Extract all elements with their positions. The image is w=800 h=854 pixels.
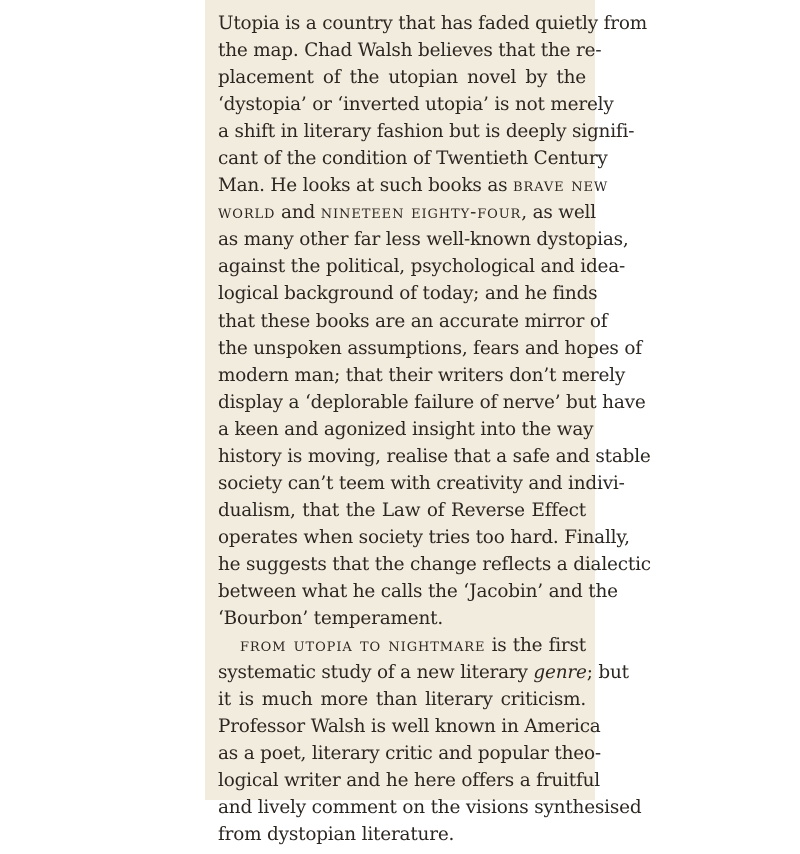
text-line: a keen and agonized insight into the way [218, 418, 594, 440]
text-line: the unspoken assumptions, fears and hopes of [218, 337, 642, 359]
book-title-brave-new-world-part1: brave new [513, 175, 609, 197]
text-line: logical background of today; and he finds [218, 283, 598, 305]
text-line: the map. Chad Walsh believes that the re- [218, 40, 602, 62]
text-line: against the political, psychological and idea- [218, 256, 626, 278]
text-run: and [275, 202, 321, 224]
text-run: , as well [521, 202, 596, 224]
text-line: history is moving, realise that a safe and stable [218, 445, 651, 467]
text-line [218, 194, 596, 224]
text-line: that these books are an accurate mirror of [218, 310, 608, 332]
book-blurb-page [205, 0, 651, 846]
text-line [218, 167, 609, 197]
text-line: and lively comment on the visions synthesised [218, 797, 642, 819]
text-line: as many other far less well-known dystopias, [218, 229, 629, 251]
text-line: modern man; that their writers don’t merely [218, 364, 626, 386]
text-line: ‘Bourbon’ temperament. [218, 608, 444, 630]
blurb-text [218, 5, 651, 846]
text-line: between what he calls the ‘Jacobin’ and the [218, 580, 618, 602]
text-line [218, 654, 629, 684]
text-line: dualism, that the Law of Reverse Effect [218, 499, 586, 521]
text-line: society can’t teem with creativity and indivi- [218, 472, 625, 494]
book-title-from-utopia-to-nightmare: from utopia to nightmare [240, 635, 486, 657]
italic-word-genre: genre [533, 662, 587, 684]
text-line [218, 627, 586, 657]
text-line: operates when society tries too hard. Finally, [218, 526, 630, 548]
text-line: it is much more than literary criticism. [218, 689, 586, 711]
text-line: logical writer and he here offers a fruitful [218, 770, 600, 792]
text-line: Utopia is a country that has faded quietly from [218, 13, 647, 34]
text-line: he suggests that the change reflects a dialectic [218, 553, 651, 575]
text-run: ; but [586, 662, 629, 684]
text-run: Man. He looks at such books as [218, 175, 508, 197]
text-line: as a poet, literary critic and popular theo- [218, 743, 601, 765]
text-line: from dystopian literature. [218, 824, 455, 846]
book-title-nineteen-eighty-four: nineteen eighty-four [320, 202, 522, 224]
book-title-brave-new-world-part2: world [218, 202, 276, 224]
text-line: Professor Walsh is well known in America [218, 716, 601, 738]
text-line: cant of the condition of Twentieth Century [218, 148, 608, 170]
text-run: is the first [485, 635, 586, 657]
text-run: systematic study of a new literary [218, 662, 534, 684]
text-line: ‘dystopia’ or ‘inverted utopia’ is not merely [218, 94, 614, 116]
text-line: display a ‘deplorable failure of nerve’ but have [218, 391, 646, 413]
text-line: a shift in literary fashion but is deeply signifi- [218, 121, 635, 143]
text-line: placement of the utopian novel by the [218, 67, 586, 89]
